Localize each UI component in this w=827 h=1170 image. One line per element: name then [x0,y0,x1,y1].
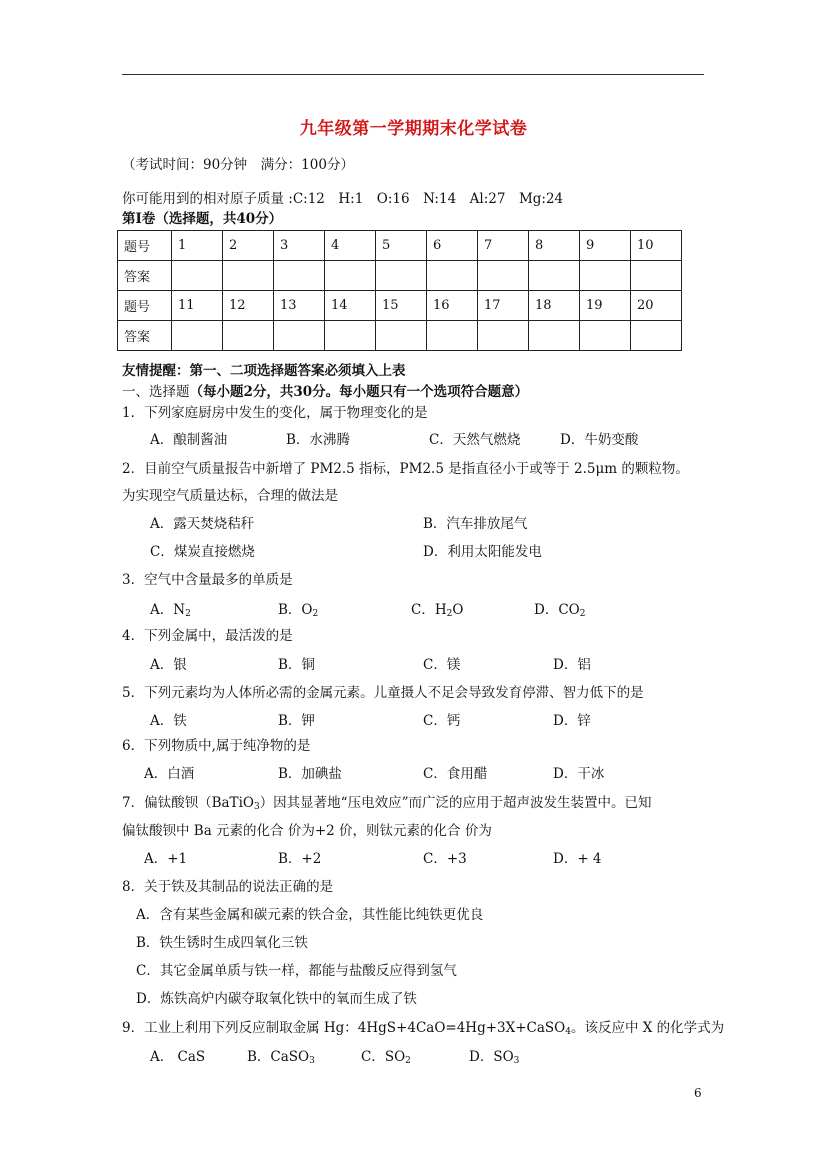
question-3-option-d [534,601,585,619]
question-4-option-c: C．镁 [423,657,461,673]
number-cell: 1 [172,231,223,261]
question-3-option-a [150,601,191,619]
formula-subscript: 2 [579,609,586,619]
question-9-option-a: A． CaS [150,1049,206,1065]
formula-text: D．SO [469,1049,514,1065]
number-cell: 13 [274,291,325,321]
question-7-stem-line2: 偏钛酸钡中 Ba 元素的化合 价为+2 价，则钛元素的化合 价为 [122,823,492,839]
question-4-option-d: D．铝 [553,657,591,673]
number-cell: 9 [580,231,631,261]
question-3-option-b [278,601,318,619]
question-6-option-d: D．干冰 [553,766,605,782]
number-cell: 14 [325,291,376,321]
table-row [118,231,682,261]
question-9-option-b [247,1048,315,1066]
question-7-option-d: D．+ 4 [553,851,602,867]
formula-text: B．CaSO [247,1049,310,1065]
answer-cell[interactable] [631,321,682,351]
answer-cell[interactable] [529,261,580,291]
atomic-masses: 你可能用到的相对原子质量 :C:12 H:1 O:16 N:14 Al:27 Mg:24 [122,191,564,207]
header-cell: 题号 [118,231,172,261]
question-5-option-b: B．钾 [278,713,315,729]
stem-text: 9．工业上利用下列反应制取金属 Hg：4HgS+4CaO=4Hg+3X+CaSO [122,1020,566,1036]
formula-subscript: 3 [253,802,260,812]
number-cell: 16 [427,291,478,321]
header-cell: 答案 [118,261,172,291]
question-8-option-b: B．铁生锈时生成四氧化三铁 [136,935,308,951]
question-2-option-c: C．煤炭直接燃烧 [150,544,255,560]
number-cell: 12 [223,291,274,321]
reminder: 友情提醒：第一、二项选择题答案必须填入上表 [122,363,406,379]
question-6-stem: 6．下列物质中,属于纯净物的是 [122,738,311,754]
formula-subscript: 3 [513,1056,520,1066]
formula-text: D．CO [534,602,580,618]
number-cell: 19 [580,291,631,321]
question-2-option-a: A．露天焚烧秸秆 [150,516,255,532]
formula-text: C．SO [361,1049,406,1065]
part1-heading [122,383,528,401]
number-cell: 20 [631,291,682,321]
question-5-stem: 5．下列元素均为人体所必需的金属元素。儿童摄人不足会导致发育停滞、智力低下的是 [122,685,644,701]
answer-cell[interactable] [427,261,478,291]
formula-text: C．H [411,602,447,618]
formula-subscript: 2 [185,609,191,619]
number-cell: 3 [274,231,325,261]
stem-text: ）因其显著地“压电效应”而广泛的应用于超声波发生装置中。已知 [259,795,652,811]
answer-cell[interactable] [223,261,274,291]
number-cell: 4 [325,231,376,261]
exam-info: （考试时间：90分钟 满分：100分） [122,157,354,173]
header-rule [122,74,704,75]
question-2-option-b: B．汽车排放尾气 [423,516,528,532]
answer-cell[interactable] [325,261,376,291]
number-cell: 6 [427,231,478,261]
answer-cell[interactable] [478,321,529,351]
table-row [118,261,682,291]
question-1-option-a: A．酿制酱油 [150,432,228,448]
number-cell: 17 [478,291,529,321]
number-cell: 10 [631,231,682,261]
question-5-option-c: C．钙 [423,713,461,729]
part1-heading-bold: （每小题2分，共30分。每小题只有一个选项符合题意） [189,384,529,400]
formula-subscript: 2 [312,609,319,619]
question-8-option-d: D．炼铁高炉内碳夺取氧化铁中的氧而生成了铁 [136,991,417,1007]
question-2-option-d: D．利用太阳能发电 [423,544,542,560]
question-4-stem: 4．下列金属中，最活泼的是 [122,628,293,644]
section1-heading: 第Ⅰ卷（选择题，共40分） [122,211,283,227]
question-3-stem: 3．空气中含量最多的单质是 [122,572,293,588]
formula-subscript: 2 [405,1056,411,1066]
stem-text: 。该反应中 X 的化学式为 [570,1020,725,1036]
header-cell: 题号 [118,291,172,321]
number-cell: 8 [529,231,580,261]
stem-text: 7．偏钛酸钡（BaTiO [122,795,254,811]
question-7-stem-line1 [122,794,652,812]
answer-cell[interactable] [172,261,223,291]
question-7-option-a: A．+1 [144,851,188,867]
question-4-option-b: B．铜 [278,657,315,673]
table-row [118,321,682,351]
question-7-option-b: B．+2 [278,851,322,867]
question-2-stem-line2: 为实现空气质量达标，合理的做法是 [122,488,338,504]
question-9-option-d [469,1048,519,1066]
number-cell: 11 [172,291,223,321]
question-5-option-a: A．铁 [150,713,187,729]
formula-subscript: 3 [309,1056,315,1066]
answer-cell[interactable] [325,321,376,351]
formula-subscript: 2 [446,609,453,619]
question-9-option-c [361,1048,411,1066]
answer-cell[interactable] [529,321,580,351]
number-cell: 7 [478,231,529,261]
answer-cell[interactable] [580,321,631,351]
formula-text: A．N [150,602,186,618]
answer-cell[interactable] [274,261,325,291]
answer-cell[interactable] [274,321,325,351]
number-cell: 18 [529,291,580,321]
question-6-option-b: B．加碘盐 [278,766,342,782]
question-8-stem: 8．关于铁及其制品的说法正确的是 [122,879,334,895]
table-row [118,291,682,321]
question-1-option-d: D．牛奶变酸 [560,432,639,448]
question-1-option-b: B．水沸腾 [286,432,350,448]
answer-cell[interactable] [631,261,682,291]
question-7-option-c: C．+3 [423,851,467,867]
header-cell: 答案 [118,321,172,351]
question-1-option-c: C．天然气燃烧 [429,432,521,448]
answer-cell[interactable] [580,261,631,291]
answer-cell[interactable] [223,321,274,351]
answer-table [117,230,682,351]
number-cell: 2 [223,231,274,261]
question-1-stem: 1．下列家庭厨房中发生的变化，属于物理变化的是 [122,405,428,421]
formula-subscript: 4 [565,1027,571,1037]
answer-cell[interactable] [376,321,427,351]
answer-cell[interactable] [478,261,529,291]
question-4-option-a: A．银 [150,657,187,673]
question-2-stem-line1: 2．目前空气质量报告中新增了 PM2.5 指标，PM2.5 是指直径小于或等于 2.5μm 的颗粒物。 [122,461,689,477]
answer-cell[interactable] [427,321,478,351]
page-number: 6 [694,1086,702,1100]
number-cell: 5 [376,231,427,261]
formula-text: B．O [278,602,313,618]
formula-text: O [452,602,464,618]
answer-cell[interactable] [376,261,427,291]
question-8-option-a: A．含有某些金属和碳元素的铁合金，其性能比纯铁更优良 [136,907,484,923]
question-3-option-c [411,601,463,619]
number-cell: 15 [376,291,427,321]
question-6-option-c: C．食用醋 [423,766,488,782]
answer-cell[interactable] [172,321,223,351]
question-5-option-d: D．锌 [553,713,591,729]
question-9-stem [122,1019,724,1037]
question-6-option-a: A．白酒 [144,766,195,782]
question-8-option-c: C．其它金属单质与铁一样，都能与盐酸反应得到氢气 [136,963,457,979]
part1-heading-prefix: 一、选择题 [122,384,190,400]
exam-title: 九年级第一学期期末化学试卷 [299,119,528,139]
